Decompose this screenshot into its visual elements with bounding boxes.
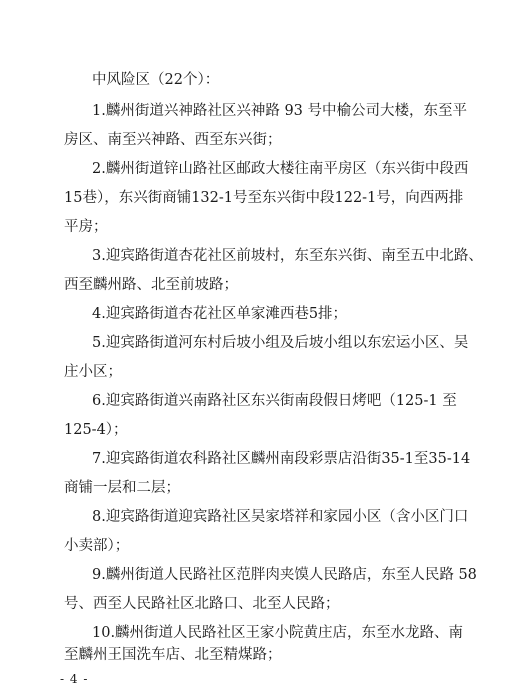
section-heading: 中风险区（22个）： [92, 72, 220, 88]
text-line-11: 6.迎宾路街道兴南路社区东兴街南段假日烤吧（125-1 至 [92, 393, 457, 409]
text-line-4: 15巷），东兴街商铺132-1号至东兴街中段122-1号，向西两排 [64, 190, 464, 206]
text-line-2: 房区、南至兴神路、西至东兴街； [64, 132, 282, 148]
text-line-16: 小卖部）； [64, 538, 130, 554]
text-line-14: 商铺一层和二层； [64, 480, 180, 496]
text-line-1: 1.麟州街道兴神路社区兴神路 93 号中榆公司大楼，东至平 [92, 103, 468, 119]
text-line-9: 5.迎宾路街道河东村后坡小组及后坡小组以东宏运小区、吴 [92, 335, 469, 351]
text-line-7: 西至麟州路、北至前坡路； [64, 277, 238, 293]
text-line-12: 125-4）； [64, 422, 128, 438]
text-line-19: 10.麟州街道人民路社区王家小院黄庄店，东至水龙路、南 [92, 625, 464, 641]
text-line-6: 3.迎宾路街道杏花社区前坡村，东至东兴街、南至五中北路、 [92, 248, 483, 264]
page-number: - 4 - [60, 672, 89, 686]
text-line-18: 号、西至人民路社区北路口、北至人民路； [64, 596, 340, 612]
text-line-15: 8.迎宾路街道迎宾路社区吴家塔祥和家园小区（含小区门口 [92, 509, 469, 525]
text-line-13: 7.迎宾路街道农科路社区麟州南段彩票店沿街35-1至35-14 [92, 451, 471, 467]
text-line-5: 平房； [64, 219, 108, 235]
text-line-10: 庄小区； [64, 364, 122, 380]
text-line-20: 至麟州王国洗车店、北至精煤路； [64, 647, 282, 663]
text-line-17: 9.麟州街道人民路社区范胖肉夹馍人民路店，东至人民路 58 [92, 567, 477, 583]
text-line-8: 4.迎宾路街道杏花社区单家滩西巷5排； [92, 306, 348, 322]
text-line-3: 2.麟州街道锌山路社区邮政大楼往南平房区（东兴街中段西 [92, 161, 469, 177]
